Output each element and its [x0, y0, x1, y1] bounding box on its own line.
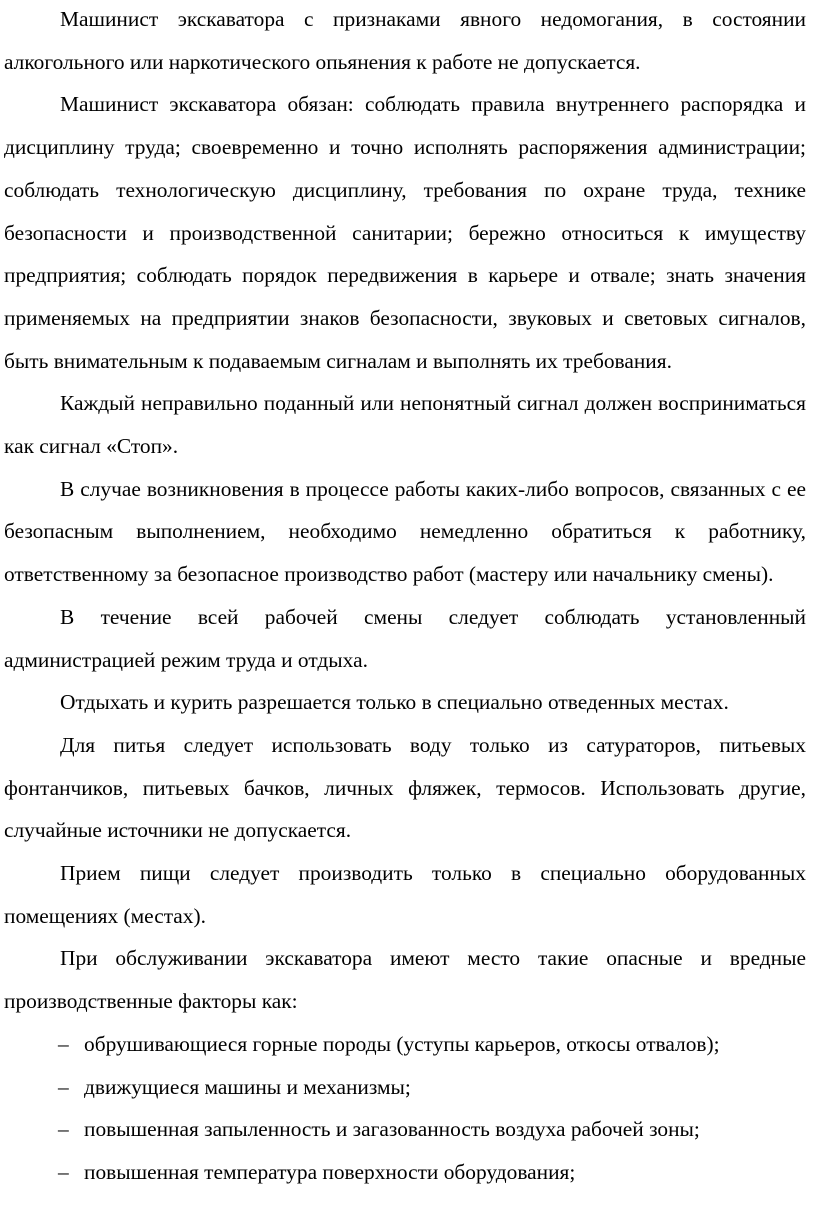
bullet-dash: – — [58, 1159, 69, 1184]
list-item — [60, 1023, 806, 1066]
bullet-dash: – — [58, 1031, 69, 1056]
list-item — [60, 1151, 806, 1194]
list-item-text: обрушивающиеся горные породы (уступы карьеров, откосы отвалов); — [84, 1031, 720, 1056]
paragraph-hazard-factors-intro: При обслуживании экскаватора имеют место такие опасные и вредные производственные факторы как: — [4, 946, 806, 1014]
hazard-factors-list — [4, 1023, 806, 1194]
bullet-dash: – — [58, 1074, 69, 1099]
bullet-dash: – — [58, 1117, 69, 1142]
list-item-text: движущиеся машины и механизмы; — [84, 1074, 411, 1099]
list-item-text: повышенная запыленность и загазованность воздуха рабочей зоны; — [84, 1117, 700, 1142]
list-item — [60, 1066, 806, 1109]
document-page — [4, 0, 806, 1194]
paragraph-unfit-for-work: Машинист экскаватора с признаками явного недомогания, в состоянии алкогольного или наркотического опьянения к работе не допускается. — [4, 7, 806, 74]
paragraph-stop-signal: Каждый неправильно поданный или непонятный сигнал должен восприниматься как сигнал «Стоп». — [4, 391, 806, 459]
paragraph-smoking-areas: Отдыхать и курить разрешается только в специально отведенных местах. — [60, 690, 729, 715]
paragraph-work-rest-regime: В течение всей рабочей смены следует соблюдать установленный администрацией режим труда и отдыха. — [4, 604, 806, 672]
paragraph-safety-questions: В случае возникновения в процессе работы каких-либо вопросов, связанных с ее безопасным выполнением, необходимо немедленно обратиться к работнику, ответственному за безопасное производство работ (мастеру или начальнику смены). — [4, 476, 806, 587]
paragraph-operator-duties: Машинист экскаватора обязан: соблюдать правила внутреннего распорядка и дисциплину труда; своевременно и точно исполнять распоряжения администрации; соблюдать технологическую дисциплину, требования по охране труда, технике безопасности и производственной санитарии; бережно относиться к имуществу предприятия; соблюдать порядок передвижения в карьере и отвале; знать значения применяемых на предприятии знаков безопасности, звуковых и световых сигналов, быть внимательным к подаваемым сигналам и выполнять их требования. — [4, 92, 806, 373]
paragraph-drinking-water: Для питья следует использовать воду только из сатураторов, питьевых фонтанчиков, питьевых бачков, личных фляжек, термосов. Использовать другие, случайные источники не допускается. — [4, 732, 806, 843]
list-item — [60, 1108, 806, 1151]
paragraph-eating-areas: Прием пищи следует производить только в специально оборудованных помещениях (местах). — [4, 861, 806, 928]
list-item-text: повышенная температура поверхности оборудования; — [84, 1159, 576, 1184]
